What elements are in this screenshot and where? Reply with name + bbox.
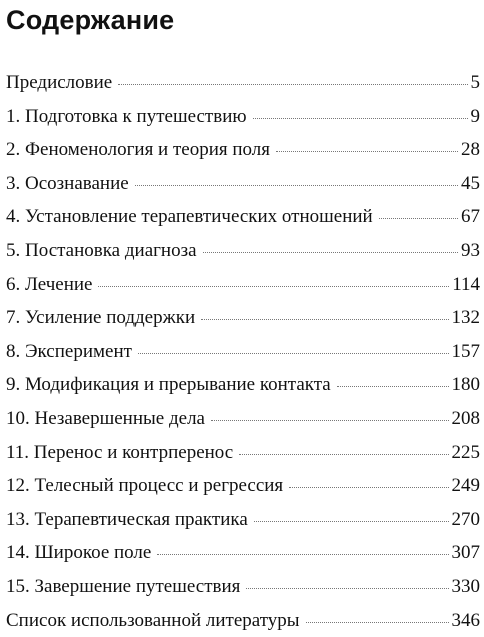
toc-entry-label: 12. Телесный процесс и регрессия (6, 469, 283, 503)
dot-leader (98, 286, 449, 287)
toc-entry-label: Предисловие (6, 66, 112, 100)
toc-entry-page-number: 249 (452, 469, 481, 503)
toc-entry (6, 167, 480, 201)
toc-entry (6, 200, 480, 234)
toc-entry (6, 536, 480, 570)
dot-leader (254, 521, 449, 522)
dot-leader (253, 118, 468, 119)
toc-entry-label: 11. Перенос и контрперенос (6, 436, 233, 470)
toc-entry-page-number: 180 (452, 368, 481, 402)
dot-leader (306, 622, 449, 623)
toc-entry-page-number: 270 (452, 503, 481, 537)
dot-leader (157, 554, 448, 555)
dot-leader (118, 84, 467, 85)
toc-entry-label: 7. Усиление поддержки (6, 301, 195, 335)
toc-entry-label: 2. Феноменология и теория поля (6, 133, 270, 167)
toc-entry-page-number: 5 (471, 66, 481, 100)
toc-entry-label: 13. Терапевтическая практика (6, 503, 248, 537)
toc-entry-label: 4. Установление терапевтических отношений (6, 200, 373, 234)
toc-entry-page-number: 114 (452, 268, 480, 302)
toc-entry-page-number: 9 (471, 100, 481, 134)
toc-entry-page-number: 225 (452, 436, 481, 470)
toc-entry-label: 1. Подготовка к путешествию (6, 100, 247, 134)
toc-entry-page-number: 208 (452, 402, 481, 436)
toc-entry-page-number: 28 (461, 133, 480, 167)
toc-entry-label: 10. Незавершенные дела (6, 402, 205, 436)
toc-entry (6, 368, 480, 402)
toc-entry (6, 335, 480, 369)
toc-entry-label: 8. Эксперимент (6, 335, 132, 369)
toc-entry-label: Список использованной литературы (6, 604, 300, 637)
dot-leader (379, 218, 458, 219)
toc-entry-page-number: 157 (452, 335, 481, 369)
toc-entry-label: 15. Завершение путешествия (6, 570, 240, 604)
toc-entry-page-number: 45 (461, 167, 480, 201)
toc-entry-page-number: 307 (452, 536, 481, 570)
dot-leader (201, 319, 448, 320)
toc-entry-label: 14. Широкое поле (6, 536, 151, 570)
page-title: Содержание (6, 4, 174, 36)
toc-entry (6, 268, 480, 302)
toc-entry-page-number: 67 (461, 200, 480, 234)
toc-entry (6, 436, 480, 470)
toc-entry (6, 469, 480, 503)
toc-entry (6, 100, 480, 134)
toc-entry-label: 9. Модификация и прерывание контакта (6, 368, 331, 402)
toc-entry-page-number: 93 (461, 234, 480, 268)
toc-entry (6, 66, 480, 100)
dot-leader (289, 487, 448, 488)
toc-entry (6, 234, 480, 268)
toc-entry (6, 570, 480, 604)
toc-entry (6, 301, 480, 335)
dot-leader (203, 252, 458, 253)
table-of-contents (6, 66, 480, 637)
dot-leader (276, 151, 458, 152)
toc-entry-label: 3. Осознавание (6, 167, 129, 201)
toc-entry-label: 5. Постановка диагноза (6, 234, 197, 268)
toc-entry (6, 133, 480, 167)
toc-entry-page-number: 330 (452, 570, 481, 604)
dot-leader (211, 420, 449, 421)
dot-leader (138, 353, 449, 354)
toc-entry (6, 402, 480, 436)
dot-leader (337, 386, 449, 387)
toc-entry-page-number: 132 (452, 301, 481, 335)
dot-leader (135, 185, 458, 186)
dot-leader (239, 454, 448, 455)
toc-entry-page-number: 346 (452, 604, 481, 637)
toc-entry-label: 6. Лечение (6, 268, 92, 302)
dot-leader (246, 588, 448, 589)
toc-entry (6, 503, 480, 537)
